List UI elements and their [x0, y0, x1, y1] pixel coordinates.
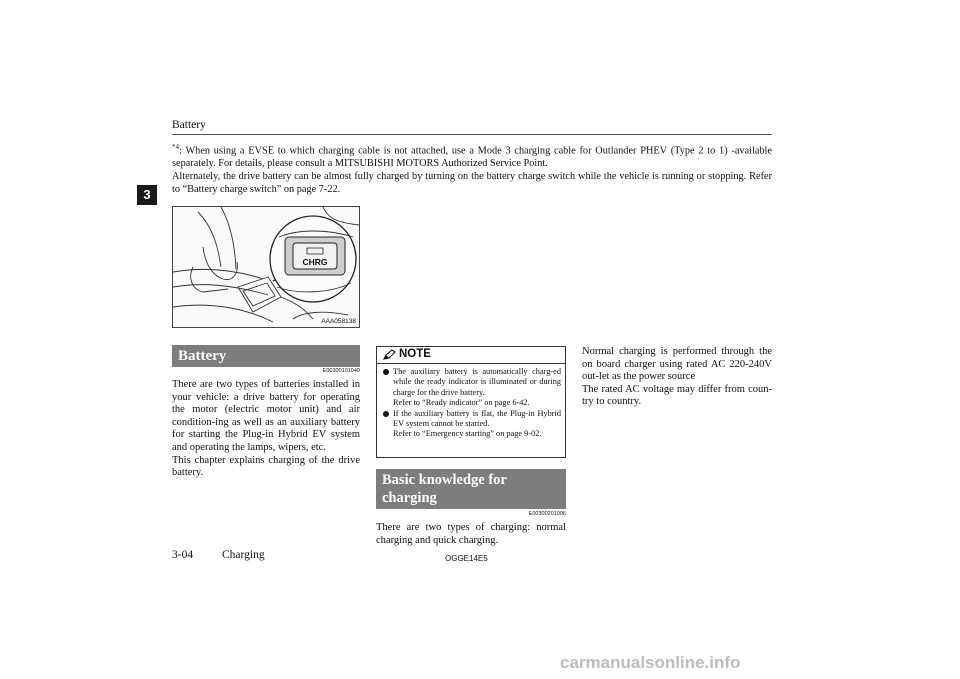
- note-pencil-icon: [382, 349, 396, 361]
- charge-switch-illustration: [172, 206, 360, 328]
- bullet-icon: [383, 369, 389, 375]
- note-item-text: The auxiliary battery is automatically charg-ed while the ready indicator is illuminated or during charge for the drive battery.: [393, 367, 561, 397]
- footnote-text: : When using a EVSE to which charging cable is not attached, use a Mode 3 charging cable for Outlander PHEV (Type 2 to 1) -available separately. For details, please consult a MITSUBISHI MOTORS Authorized Service Point.: [172, 145, 772, 170]
- normal-charging-body: [582, 346, 772, 409]
- note-item-ref: Refer to “Emergency starting” on page 9-02.: [393, 429, 542, 439]
- battery-section-code: E00300101040: [322, 368, 360, 374]
- note-item: [383, 367, 561, 409]
- basic-body: [376, 522, 566, 547]
- note-item: [383, 409, 561, 440]
- battery-body: [172, 379, 360, 480]
- figure-code: AAA058138: [321, 318, 356, 325]
- document-code: OGGE14E5: [445, 554, 488, 563]
- battery-paragraph-2: This chapter explains charging of the drive battery.: [172, 454, 360, 479]
- basic-heading-line-2: charging: [382, 490, 437, 506]
- footnote-mark: *4: [172, 143, 179, 151]
- header-rule: [172, 134, 772, 135]
- note-item-text: If the auxiliary battery is flat, the Plug-in Hybrid EV system cannot be started.: [393, 408, 561, 429]
- basic-section-code: E00300201096: [528, 511, 566, 517]
- basic-heading-line-1: Basic knowledge for: [382, 472, 507, 488]
- intro-text: [172, 141, 772, 196]
- chapter-tab: 3: [137, 185, 157, 205]
- note-box: [376, 346, 566, 458]
- footnote: [172, 141, 772, 170]
- chrg-button-label: CHRG: [302, 257, 328, 267]
- intro-paragraph: Alternately, the drive battery can be almost fully charged by turning on the battery charge switch while the vehicle is running or stopping. Refer to “Battery charge switch” on page 7-22.: [172, 171, 772, 196]
- right-paragraph-2: The rated AC voltage may differ from coun-try to country.: [582, 383, 772, 408]
- bullet-icon: [383, 411, 389, 417]
- battery-heading: Battery: [172, 345, 360, 367]
- running-title: Battery: [172, 119, 206, 131]
- basic-knowledge-heading: [376, 469, 566, 509]
- note-item-ref: Refer to “Ready indicator” on page 6-42.: [393, 398, 530, 408]
- note-title-bar: [377, 347, 565, 364]
- right-paragraph-1: Normal charging is performed through the on board charger using rated AC 220-240V out-let as the power source: [582, 346, 772, 383]
- page-number: 3-04: [172, 549, 194, 561]
- note-list: [383, 367, 561, 440]
- console-drawing: [173, 207, 359, 327]
- basic-paragraph: There are two types of charging: normal charging and quick charging.: [376, 522, 566, 546]
- note-title: NOTE: [399, 348, 431, 360]
- watermark: carmanualsonline.info: [560, 653, 741, 672]
- footer-section: Charging: [222, 549, 265, 561]
- battery-paragraph-1: There are two types of batteries installed in your vehicle: a drive battery for operating the motor (electric motor unit) and air condition-ing as well as an auxiliary battery for starting the Plug-in Hybrid EV system and operating the lamps, wipers, etc.: [172, 379, 360, 453]
